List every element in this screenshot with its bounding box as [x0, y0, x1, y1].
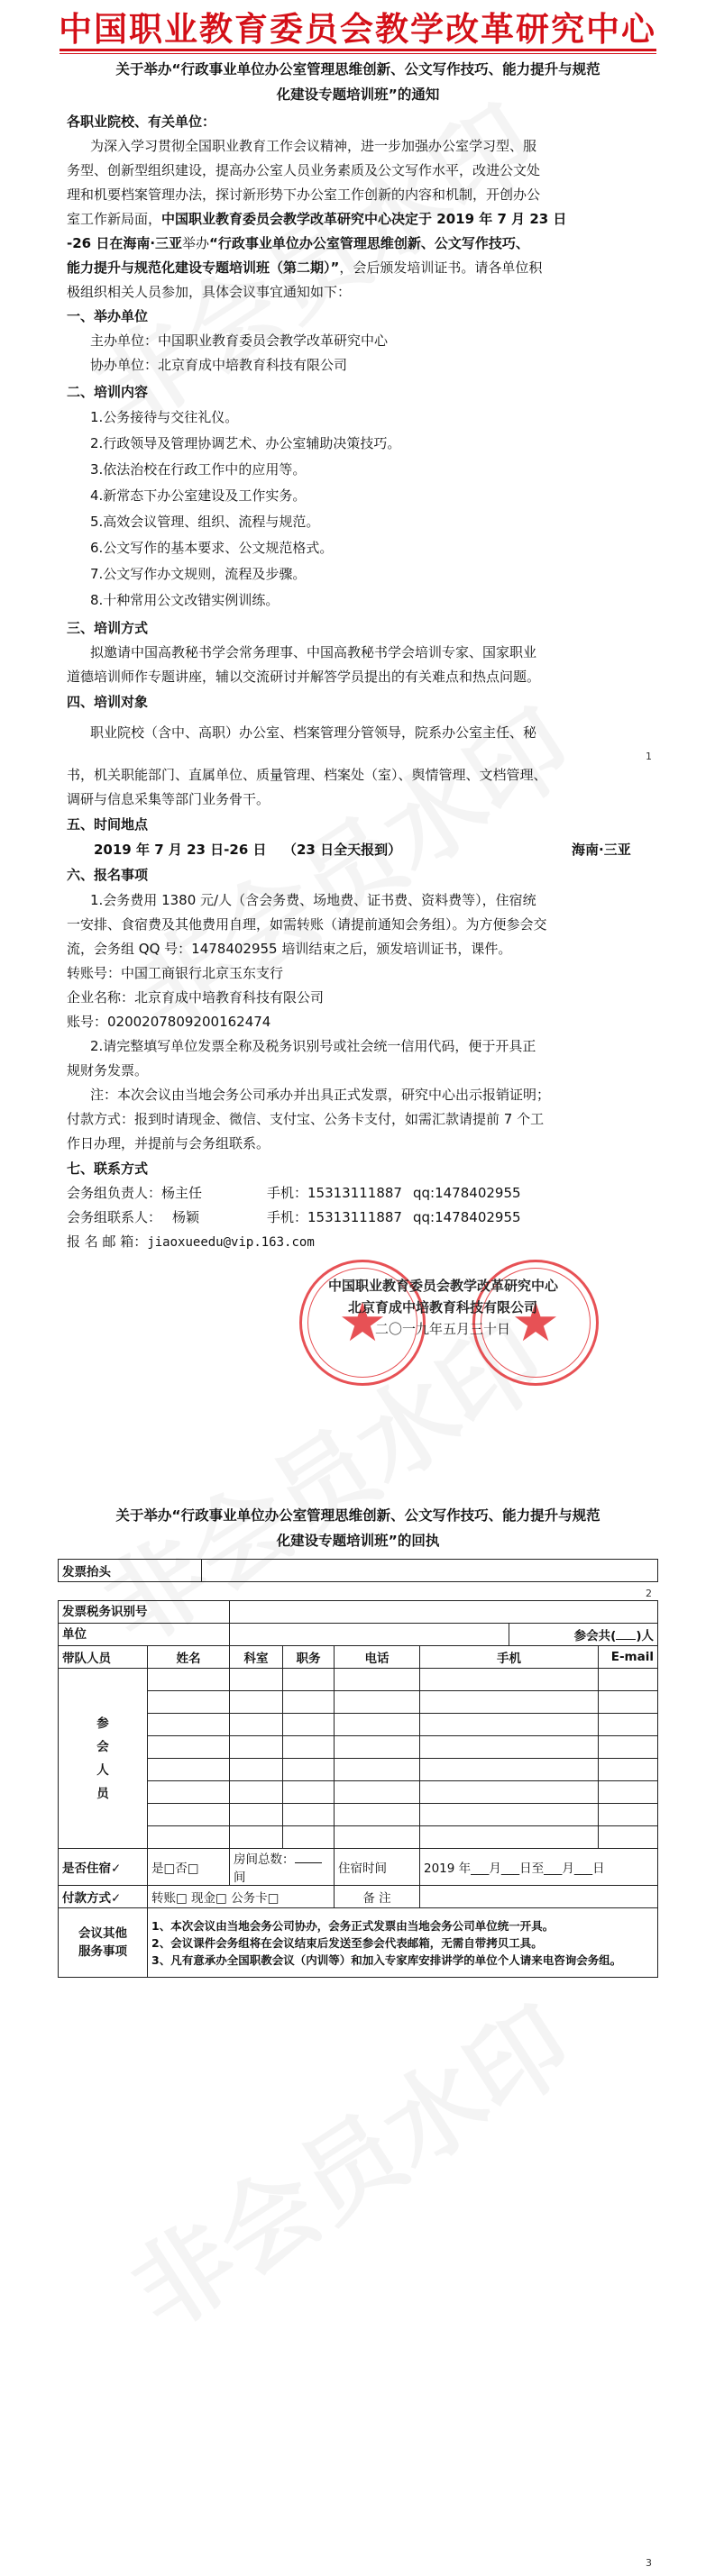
- room-count: 房间总数：间: [230, 1849, 335, 1886]
- section-heading: 三、培训方式: [67, 620, 149, 636]
- notice-title: 关于举办“行政事业单位办公室管理思维创新、公文写作技巧、能力提升与规范 化建设专题培训班”的通知: [115, 61, 600, 103]
- training-method: 拟邀请中国高教秘书学会常务理事、中国高教秘书学会培训专家、国家职业: [90, 644, 537, 660]
- account-number: 账号：0200207809200162474: [67, 1014, 271, 1030]
- signature-block: 中国职业教育委员会教学改革研究中心 北京育成中培教育科技有限公司 二〇一九年五月三十日: [328, 1278, 559, 1337]
- stay-range-field[interactable]: 2019 年___月___日至___月___日: [420, 1849, 658, 1886]
- list-item: 4.新常态下办公室建设及工作实务。: [90, 487, 307, 504]
- section-heading: 五、时间地点: [67, 816, 149, 833]
- section-heading: 一、举办单位: [67, 308, 149, 324]
- training-audience: 职业院校（含中、高职）办公室、档案管理分管领导，院系办公室主任、秘: [90, 724, 537, 741]
- services-list: 1、本次会议由当地会务公司协办，会务正式发票由当地会务公司单位统一开具。 2、会议课件会务组将在会议结束后发送至参会代表邮箱，无需自带拷贝工具。 3、凡有意承办全国职教会议（内训等）和加入专家库安排讲学的单位个人请来电咨询会务组。: [148, 1908, 658, 1978]
- receipt-invoice-table: 发票抬头: [58, 1559, 658, 1582]
- section-heading: 七、联系方式: [67, 1161, 149, 1177]
- list-item: 2.行政领导及管理协调艺术、办公室辅助决策技巧。: [90, 435, 401, 451]
- letterhead-org: 中国职业教育委员会教学改革研究中心: [59, 10, 656, 49]
- list-item: 3.依法治校在行政工作中的应用等。: [90, 461, 307, 478]
- participant-cell[interactable]: [148, 1669, 230, 1691]
- bank-info: 转账号：中国工商银行北京玉东支行: [67, 965, 284, 981]
- letterhead-rule-thin: [60, 53, 656, 54]
- tax-id-field[interactable]: [230, 1601, 658, 1624]
- fee-info: 1.会务费用 1380 元/人（含会务费、场地费、证书费、资料费等），住宿统: [90, 892, 536, 908]
- letterhead-rule: [60, 49, 656, 51]
- unit-field[interactable]: [230, 1624, 509, 1646]
- contact-email: 报 名 邮 箱：jiaoxueedu@vip.163.com: [67, 1233, 315, 1250]
- page-number: 3: [646, 2557, 652, 2569]
- payment-note: 注：本次会议由当地会务公司承办并出具正式发票，研究中心出示报销证明；: [90, 1087, 551, 1103]
- cohost-unit: 协办单位：北京育成中培教育科技有限公司: [90, 357, 348, 373]
- remark-field[interactable]: [420, 1886, 658, 1908]
- company-seal: ★: [472, 1260, 599, 1386]
- invoice-title-field[interactable]: [202, 1560, 658, 1582]
- invoice-note: 2.请完整填写单位发票全称及税务识别号或社会统一信用代码，便于开具正: [90, 1038, 536, 1054]
- section-heading: 二、培训内容: [67, 384, 149, 400]
- services-label: 会议其他 服务事项: [59, 1908, 148, 1978]
- list-item: 8.十种常用公文改错实例训练。: [90, 592, 280, 608]
- contact-row: 会务组联系人： 杨颖 手机：15313111887 qq:1478402955: [67, 1209, 521, 1225]
- list-item: 5.高效会议管理、组织、流程与规范。: [90, 514, 320, 530]
- list-item: 1.公务接待与交往礼仪。: [90, 409, 239, 425]
- page-number: 1: [646, 751, 652, 762]
- section-heading: 四、培训对象: [67, 694, 149, 710]
- payment-checkbox[interactable]: 转账□ 现金□ 公务卡□: [148, 1886, 335, 1908]
- watermark: [100, 1967, 593, 2356]
- receipt-title: 关于举办“行政事业单位办公室管理思维创新、公文写作技巧、能力提升与规范 化建设专题培训班”的回执: [115, 1507, 600, 1549]
- section-heading: 六、报名事项: [67, 867, 149, 883]
- participants-label: 参 会 人 员: [59, 1669, 148, 1849]
- contact-row: 会务组负责人：杨主任 手机：15313111887 qq:1478402955: [67, 1185, 521, 1201]
- official-seal: ★: [299, 1260, 426, 1386]
- receipt-form-table: 发票税务识别号 单位 参会共( )人 带队人员 姓名 科室 职务 电话 手机 E-mail 参 会 人 员 是否住宿✓ 是□否□ 房间总数：间 住宿时间 2019 年___月___日至___月___日 付款方式✓ 转账□ 现金□ 公务卡□ 备 注 会议其他 服务事项 1、本次会议由当地会务公司协办，会务正式发票由当地会务公司单位统一开具。 2、会议课件会务组将在会议结束后发送至参会代表邮箱，无需自带拷贝工具。 3、凡有意承办全国职教会议（内训等）和加入专家库安排讲学的单位个人请来电咨询会务组。: [58, 1600, 658, 1978]
- page-number: 2: [646, 1588, 652, 1599]
- list-item: 6.公文写作的基本要求、公文规范格式。: [90, 540, 334, 556]
- lodging-checkbox[interactable]: 是□否□: [148, 1849, 230, 1886]
- salutation: 各职业院校、有关单位：: [67, 114, 216, 130]
- list-item: 7.公文写作办文规则，流程及步骤。: [90, 566, 307, 582]
- host-unit: 主办单位：中国职业教育委员会教学改革研究中心: [90, 332, 389, 349]
- company-name: 企业名称：北京育成中培教育科技有限公司: [67, 989, 325, 1006]
